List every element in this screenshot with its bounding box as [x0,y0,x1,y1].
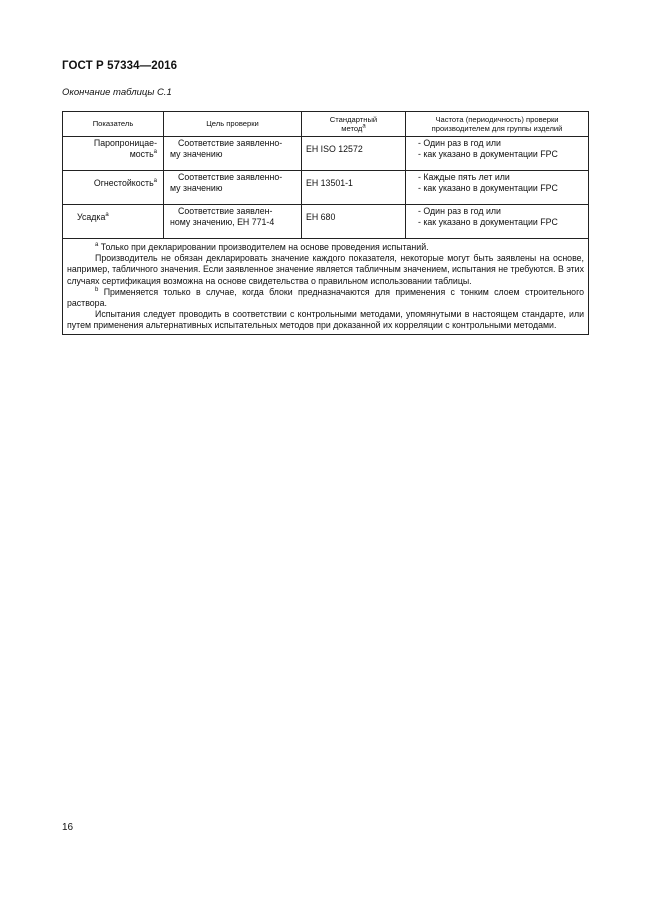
cell-method: ЕН 13501-1 [302,171,406,205]
table-notes-row [63,239,589,335]
frequency-line2: - как указано в документации FPC [418,182,558,193]
purpose-line2: му значению [170,182,223,193]
cell-method: ЕН ISO 12572 [302,137,406,171]
header-indicator [63,112,164,137]
header-purpose-label: Цель проверки [206,119,259,129]
footnote-a-text: Только при декларировании производителем на основе проведения испытаний. [98,242,429,252]
cell-frequency [406,171,589,205]
purpose-line1: Соответствие заявлен- [178,206,273,216]
indicator-footnote-mark: a [153,178,157,185]
purpose-line1: Соответствие заявленно- [178,172,283,182]
indicator-line2: мость [129,148,154,159]
table-container [62,111,588,335]
table-header-row [63,112,589,137]
footnote-b-mark: b [95,286,99,293]
table-row [63,171,589,205]
frequency-line2: - как указано в документации FPC [418,216,558,227]
document-title: ГОСТ Р 57334—2016 [62,60,178,72]
table-notes [63,239,589,335]
table-row [63,205,589,239]
header-purpose [164,112,302,137]
frequency-line2: - как указано в документации FPC [418,148,558,159]
cell-indicator [63,137,164,171]
page-number: 16 [62,822,74,833]
table-row [63,137,589,171]
cell-method: ЕН 680 [302,205,406,239]
purpose-line2: ному значению, ЕН 771-4 [170,216,275,227]
purpose-line1: Соответствие заявленно- [178,138,283,148]
indicator-line1: Огнестойкость [93,178,154,188]
requirements-table [62,111,589,335]
footnote-a-mark: a [95,242,99,249]
header-method-line1: Стандартный [329,114,378,124]
indicator-line1: Усадка [77,212,106,222]
cell-frequency [406,205,589,239]
header-frequency [406,112,589,137]
footnote-b-text: Применяется только в случае, когда блоки предназначаются для применения с тонким слоем строительного раствора. [67,286,584,308]
footnote-a [67,242,584,253]
cell-purpose [164,137,302,171]
footnote-b [67,287,584,309]
cell-indicator [63,171,164,205]
cell-indicator [63,205,164,239]
cell-frequency [406,137,589,171]
frequency-line1: - Один раз в год или [418,138,501,148]
header-indicator-label: Показатель [92,119,134,129]
cell-purpose [164,205,302,239]
indicator-footnote-mark: a [153,148,157,155]
indicator-line1: Паропроницае- [93,138,157,148]
frequency-line1: - Один раз в год или [418,206,501,216]
header-method-footnote-mark: a [362,123,366,130]
indicator-footnote-mark: a [105,212,109,219]
purpose-line2: му значению [170,148,223,159]
header-method [302,112,406,137]
header-frequency-line2: производителем для группы изделий [431,124,563,133]
table-caption: Окончание таблицы С.1 [62,87,172,98]
cell-purpose [164,171,302,205]
header-method-line2: метод [341,124,363,133]
header-frequency-line1: Частота (периодичность) проверки [435,114,559,124]
note-paragraph-1: Производитель не обязан декларировать значение каждого показателя, некоторые могут быть заявлены на основе, например, табличного значения. Если заявленное значение является табличным значением, испытания не требуются. В этих случаях сертификация возможна на основе свидетельства о правильном использовании таблицы. [67,253,584,286]
note-paragraph-2: Испытания следует проводить в соответствии с контрольными методами, упомянутыми в настоящем стандарте, или путем применения альтернативных испытательных методов при доказанной их корреляции с контрольными методами. [67,309,584,331]
frequency-line1: - Каждые пять лет или [418,172,510,182]
